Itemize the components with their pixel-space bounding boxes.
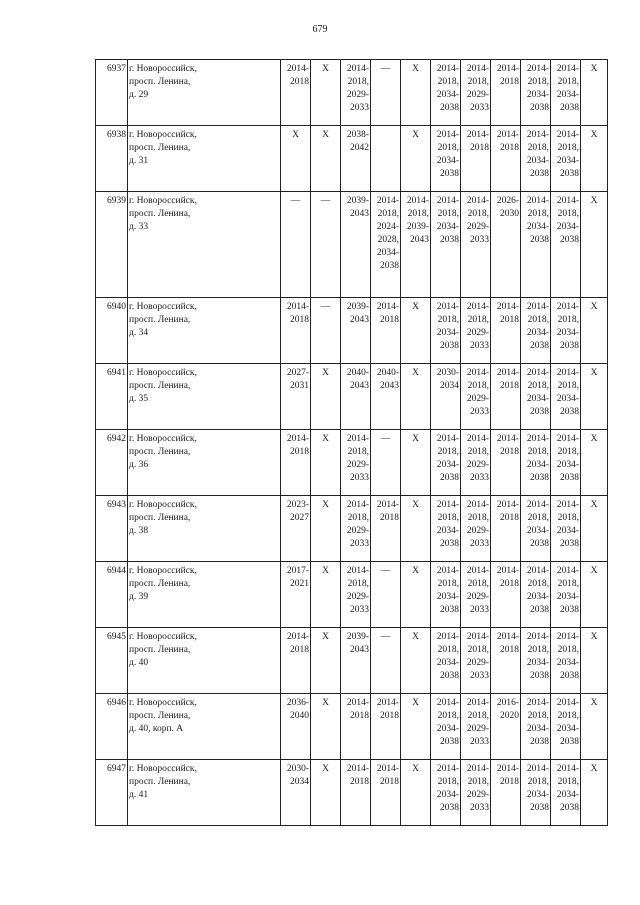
table-cell: 2030- 2034 bbox=[281, 760, 311, 826]
table-row bbox=[96, 496, 608, 562]
row-number: 6945 bbox=[96, 628, 128, 694]
table-cell: 2014- 2018 bbox=[491, 562, 521, 628]
table-cell: 2014- 2018, 2029- 2033 bbox=[461, 694, 491, 760]
table-cell: 2014- 2018 bbox=[281, 430, 311, 496]
table-cell: 2014- 2018, 2034- 2038 bbox=[521, 126, 551, 192]
table-cell: X bbox=[581, 126, 608, 192]
table-cell: 2014- 2018, 2034- 2038 bbox=[551, 562, 581, 628]
table-cell: 2014- 2018, 2039- 2043 bbox=[401, 192, 431, 298]
table-cell: 2014- 2018, 2029- 2033 bbox=[341, 496, 371, 562]
table-cell: 2040- 2043 bbox=[371, 364, 401, 430]
table-cell: 2014- 2018, 2029- 2033 bbox=[461, 562, 491, 628]
table-cell: 2036- 2040 bbox=[281, 694, 311, 760]
table-cell: X bbox=[311, 60, 341, 126]
table-cell: 2014- 2018 bbox=[281, 298, 311, 364]
table-cell: X bbox=[581, 298, 608, 364]
table-cell: 2014- 2018, 2034- 2038 bbox=[551, 126, 581, 192]
table-cell: 2014- 2018 bbox=[371, 496, 401, 562]
table-cell: X bbox=[401, 496, 431, 562]
row-address: г. Новороссийск, просп. Ленина, д. 34 bbox=[128, 298, 281, 364]
table-cell: X bbox=[581, 628, 608, 694]
table-cell: 2014- 2018, 2034- 2038 bbox=[431, 298, 461, 364]
table-cell: 2014- 2018, 2034- 2038 bbox=[551, 430, 581, 496]
table-cell: X bbox=[401, 430, 431, 496]
table-cell: 2014- 2018, 2034- 2038 bbox=[551, 192, 581, 298]
table-cell: 2014- 2018, 2034- 2038 bbox=[431, 126, 461, 192]
row-number: 6942 bbox=[96, 430, 128, 496]
table-cell: 2027- 2031 bbox=[281, 364, 311, 430]
table-cell: 2014- 2018, 2034- 2038 bbox=[521, 760, 551, 826]
table-row bbox=[96, 192, 608, 298]
table-cell: 2014- 2018 bbox=[341, 694, 371, 760]
table-cell: 2014- 2018, 2029- 2033 bbox=[341, 562, 371, 628]
row-number: 6940 bbox=[96, 298, 128, 364]
table-cell: 2014- 2018, 2029- 2033 bbox=[461, 628, 491, 694]
table-row bbox=[96, 126, 608, 192]
table-cell: 2014- 2018, 2034- 2038 bbox=[551, 298, 581, 364]
row-number: 6939 bbox=[96, 192, 128, 298]
row-number: 6941 bbox=[96, 364, 128, 430]
table-row bbox=[96, 562, 608, 628]
register-table bbox=[95, 59, 608, 826]
table-cell: 2014- 2018, 2029- 2033 bbox=[461, 760, 491, 826]
table-cell: 2014- 2018 bbox=[341, 760, 371, 826]
table-row bbox=[96, 628, 608, 694]
table-cell: 2014- 2018, 2034- 2038 bbox=[521, 60, 551, 126]
row-address: г. Новороссийск, просп. Ленина, д. 35 bbox=[128, 364, 281, 430]
row-address: г. Новороссийск, просп. Ленина, д. 39 bbox=[128, 562, 281, 628]
table-cell: 2014- 2018, 2034- 2038 bbox=[431, 760, 461, 826]
table-cell: X bbox=[311, 694, 341, 760]
table-cell: 2014- 2018 bbox=[461, 126, 491, 192]
table-cell: 2014- 2018, 2034- 2038 bbox=[521, 628, 551, 694]
table-cell: 2014- 2018 bbox=[491, 126, 521, 192]
table-cell: X bbox=[401, 60, 431, 126]
table-cell: 2023- 2027 bbox=[281, 496, 311, 562]
table-cell: 2017- 2021 bbox=[281, 562, 311, 628]
table-cell: — bbox=[311, 192, 341, 298]
table-cell: 2014- 2018, 2034- 2038 bbox=[431, 496, 461, 562]
row-address: г. Новороссийск, просп. Ленина, д. 31 bbox=[128, 126, 281, 192]
table-row bbox=[96, 364, 608, 430]
table-cell: X bbox=[401, 628, 431, 694]
table-cell: 2014- 2018 bbox=[491, 760, 521, 826]
table-cell: 2014- 2018, 2034- 2038 bbox=[521, 192, 551, 298]
table-cell: X bbox=[581, 496, 608, 562]
table-cell: 2014- 2018, 2034- 2038 bbox=[431, 694, 461, 760]
table-cell: X bbox=[581, 760, 608, 826]
table-cell: X bbox=[581, 694, 608, 760]
table-row bbox=[96, 760, 608, 826]
table-cell: 2014- 2018 bbox=[371, 298, 401, 364]
row-number: 6943 bbox=[96, 496, 128, 562]
table-cell: 2014- 2018 bbox=[491, 496, 521, 562]
row-number: 6946 bbox=[96, 694, 128, 760]
table-cell: 2014- 2018, 2029- 2033 bbox=[461, 298, 491, 364]
table-cell: 2014- 2018, 2034- 2038 bbox=[431, 562, 461, 628]
table-cell: — bbox=[371, 628, 401, 694]
table-cell: 2039- 2043 bbox=[341, 192, 371, 298]
row-address: г. Новороссийск, просп. Ленина, д. 33 bbox=[128, 192, 281, 298]
table-cell: X bbox=[311, 430, 341, 496]
table-cell: 2014- 2018, 2034- 2038 bbox=[431, 192, 461, 298]
table-cell: 2014- 2018, 2034- 2038 bbox=[551, 364, 581, 430]
table-cell: X bbox=[401, 760, 431, 826]
table-cell: 2014- 2018 bbox=[491, 298, 521, 364]
table-cell: X bbox=[311, 364, 341, 430]
row-address: г. Новороссийск, просп. Ленина, д. 41 bbox=[128, 760, 281, 826]
table-cell: 2014- 2018, 2034- 2038 bbox=[521, 298, 551, 364]
table-cell: 2014- 2018, 2029- 2033 bbox=[341, 430, 371, 496]
table-cell: X bbox=[311, 760, 341, 826]
row-address: г. Новороссийск, просп. Ленина, д. 36 bbox=[128, 430, 281, 496]
row-number: 6944 bbox=[96, 562, 128, 628]
table-cell: 2014- 2018, 2029- 2033 bbox=[341, 60, 371, 126]
table-cell: 2039- 2043 bbox=[341, 298, 371, 364]
table-cell: 2014- 2018, 2024- 2028, 2034- 2038 bbox=[371, 192, 401, 298]
table-cell: 2038- 2042 bbox=[341, 126, 371, 192]
table-cell bbox=[371, 126, 401, 192]
table-cell: 2030- 2034 bbox=[431, 364, 461, 430]
table-cell: 2014- 2018 bbox=[281, 60, 311, 126]
table-cell: 2014- 2018, 2034- 2038 bbox=[521, 694, 551, 760]
row-address: г. Новороссийск, просп. Ленина, д. 29 bbox=[128, 60, 281, 126]
table-cell: 2014- 2018 bbox=[491, 60, 521, 126]
table-cell: X bbox=[311, 628, 341, 694]
table-cell: 2016- 2020 bbox=[491, 694, 521, 760]
table-cell: X bbox=[581, 60, 608, 126]
table-cell: 2014- 2018, 2029- 2033 bbox=[461, 430, 491, 496]
table-cell: X bbox=[581, 430, 608, 496]
table-cell: — bbox=[281, 192, 311, 298]
table-cell: — bbox=[311, 298, 341, 364]
table-cell: 2040- 2043 bbox=[341, 364, 371, 430]
table-cell: 2014- 2018, 2034- 2038 bbox=[521, 364, 551, 430]
row-number: 6937 bbox=[96, 60, 128, 126]
table-cell: 2014- 2018, 2034- 2038 bbox=[521, 562, 551, 628]
table-cell: X bbox=[311, 562, 341, 628]
table-cell: X bbox=[581, 562, 608, 628]
table-row bbox=[96, 298, 608, 364]
table-cell: X bbox=[401, 562, 431, 628]
table-cell: 2014- 2018, 2034- 2038 bbox=[521, 496, 551, 562]
table-cell: — bbox=[371, 60, 401, 126]
table-row bbox=[96, 430, 608, 496]
table-body bbox=[96, 60, 608, 826]
table-cell: 2014- 2018, 2034- 2038 bbox=[551, 694, 581, 760]
row-number: 6947 bbox=[96, 760, 128, 826]
table-cell: X bbox=[401, 298, 431, 364]
row-number: 6938 bbox=[96, 126, 128, 192]
page-number: 679 bbox=[312, 24, 328, 35]
table-row bbox=[96, 694, 608, 760]
table-cell: 2014- 2018, 2029- 2033 bbox=[461, 496, 491, 562]
table-cell: 2014- 2018 bbox=[491, 430, 521, 496]
table-cell: X bbox=[401, 126, 431, 192]
row-address: г. Новороссийск, просп. Ленина, д. 40, корп. А bbox=[128, 694, 281, 760]
table-cell: X bbox=[581, 192, 608, 298]
table-cell: 2014- 2018, 2029- 2033 bbox=[461, 364, 491, 430]
table-cell: 2026- 2030 bbox=[491, 192, 521, 298]
table-cell: 2014- 2018, 2034- 2038 bbox=[551, 496, 581, 562]
table-cell: X bbox=[581, 364, 608, 430]
table-cell: 2014- 2018 bbox=[281, 628, 311, 694]
table-row bbox=[96, 60, 608, 126]
table-cell: 2014- 2018, 2034- 2038 bbox=[521, 430, 551, 496]
table-cell: 2014- 2018, 2034- 2038 bbox=[431, 60, 461, 126]
table-cell: 2014- 2018, 2034- 2038 bbox=[431, 628, 461, 694]
table-cell: 2014- 2018, 2034- 2038 bbox=[431, 430, 461, 496]
table-cell: 2014- 2018 bbox=[371, 694, 401, 760]
table-cell: — bbox=[371, 430, 401, 496]
table-cell: 2014- 2018 bbox=[371, 760, 401, 826]
table-cell: — bbox=[371, 562, 401, 628]
table-cell: 2014- 2018, 2034- 2038 bbox=[551, 760, 581, 826]
table-cell: 2014- 2018, 2034- 2038 bbox=[551, 628, 581, 694]
table-cell: 2014- 2018 bbox=[491, 364, 521, 430]
table-cell: X bbox=[311, 126, 341, 192]
row-address: г. Новороссийск, просп. Ленина, д. 40 bbox=[128, 628, 281, 694]
row-address: г. Новороссийск, просп. Ленина, д. 38 bbox=[128, 496, 281, 562]
table-cell: 2039- 2043 bbox=[341, 628, 371, 694]
table-cell: X bbox=[281, 126, 311, 192]
table-cell: 2014- 2018 bbox=[491, 628, 521, 694]
table-cell: 2014- 2018, 2029- 2033 bbox=[461, 60, 491, 126]
table-cell: X bbox=[401, 694, 431, 760]
table-cell: 2014- 2018, 2034- 2038 bbox=[551, 60, 581, 126]
table-cell: X bbox=[311, 496, 341, 562]
table-cell: 2014- 2018, 2029- 2033 bbox=[461, 192, 491, 298]
table-cell: X bbox=[401, 364, 431, 430]
